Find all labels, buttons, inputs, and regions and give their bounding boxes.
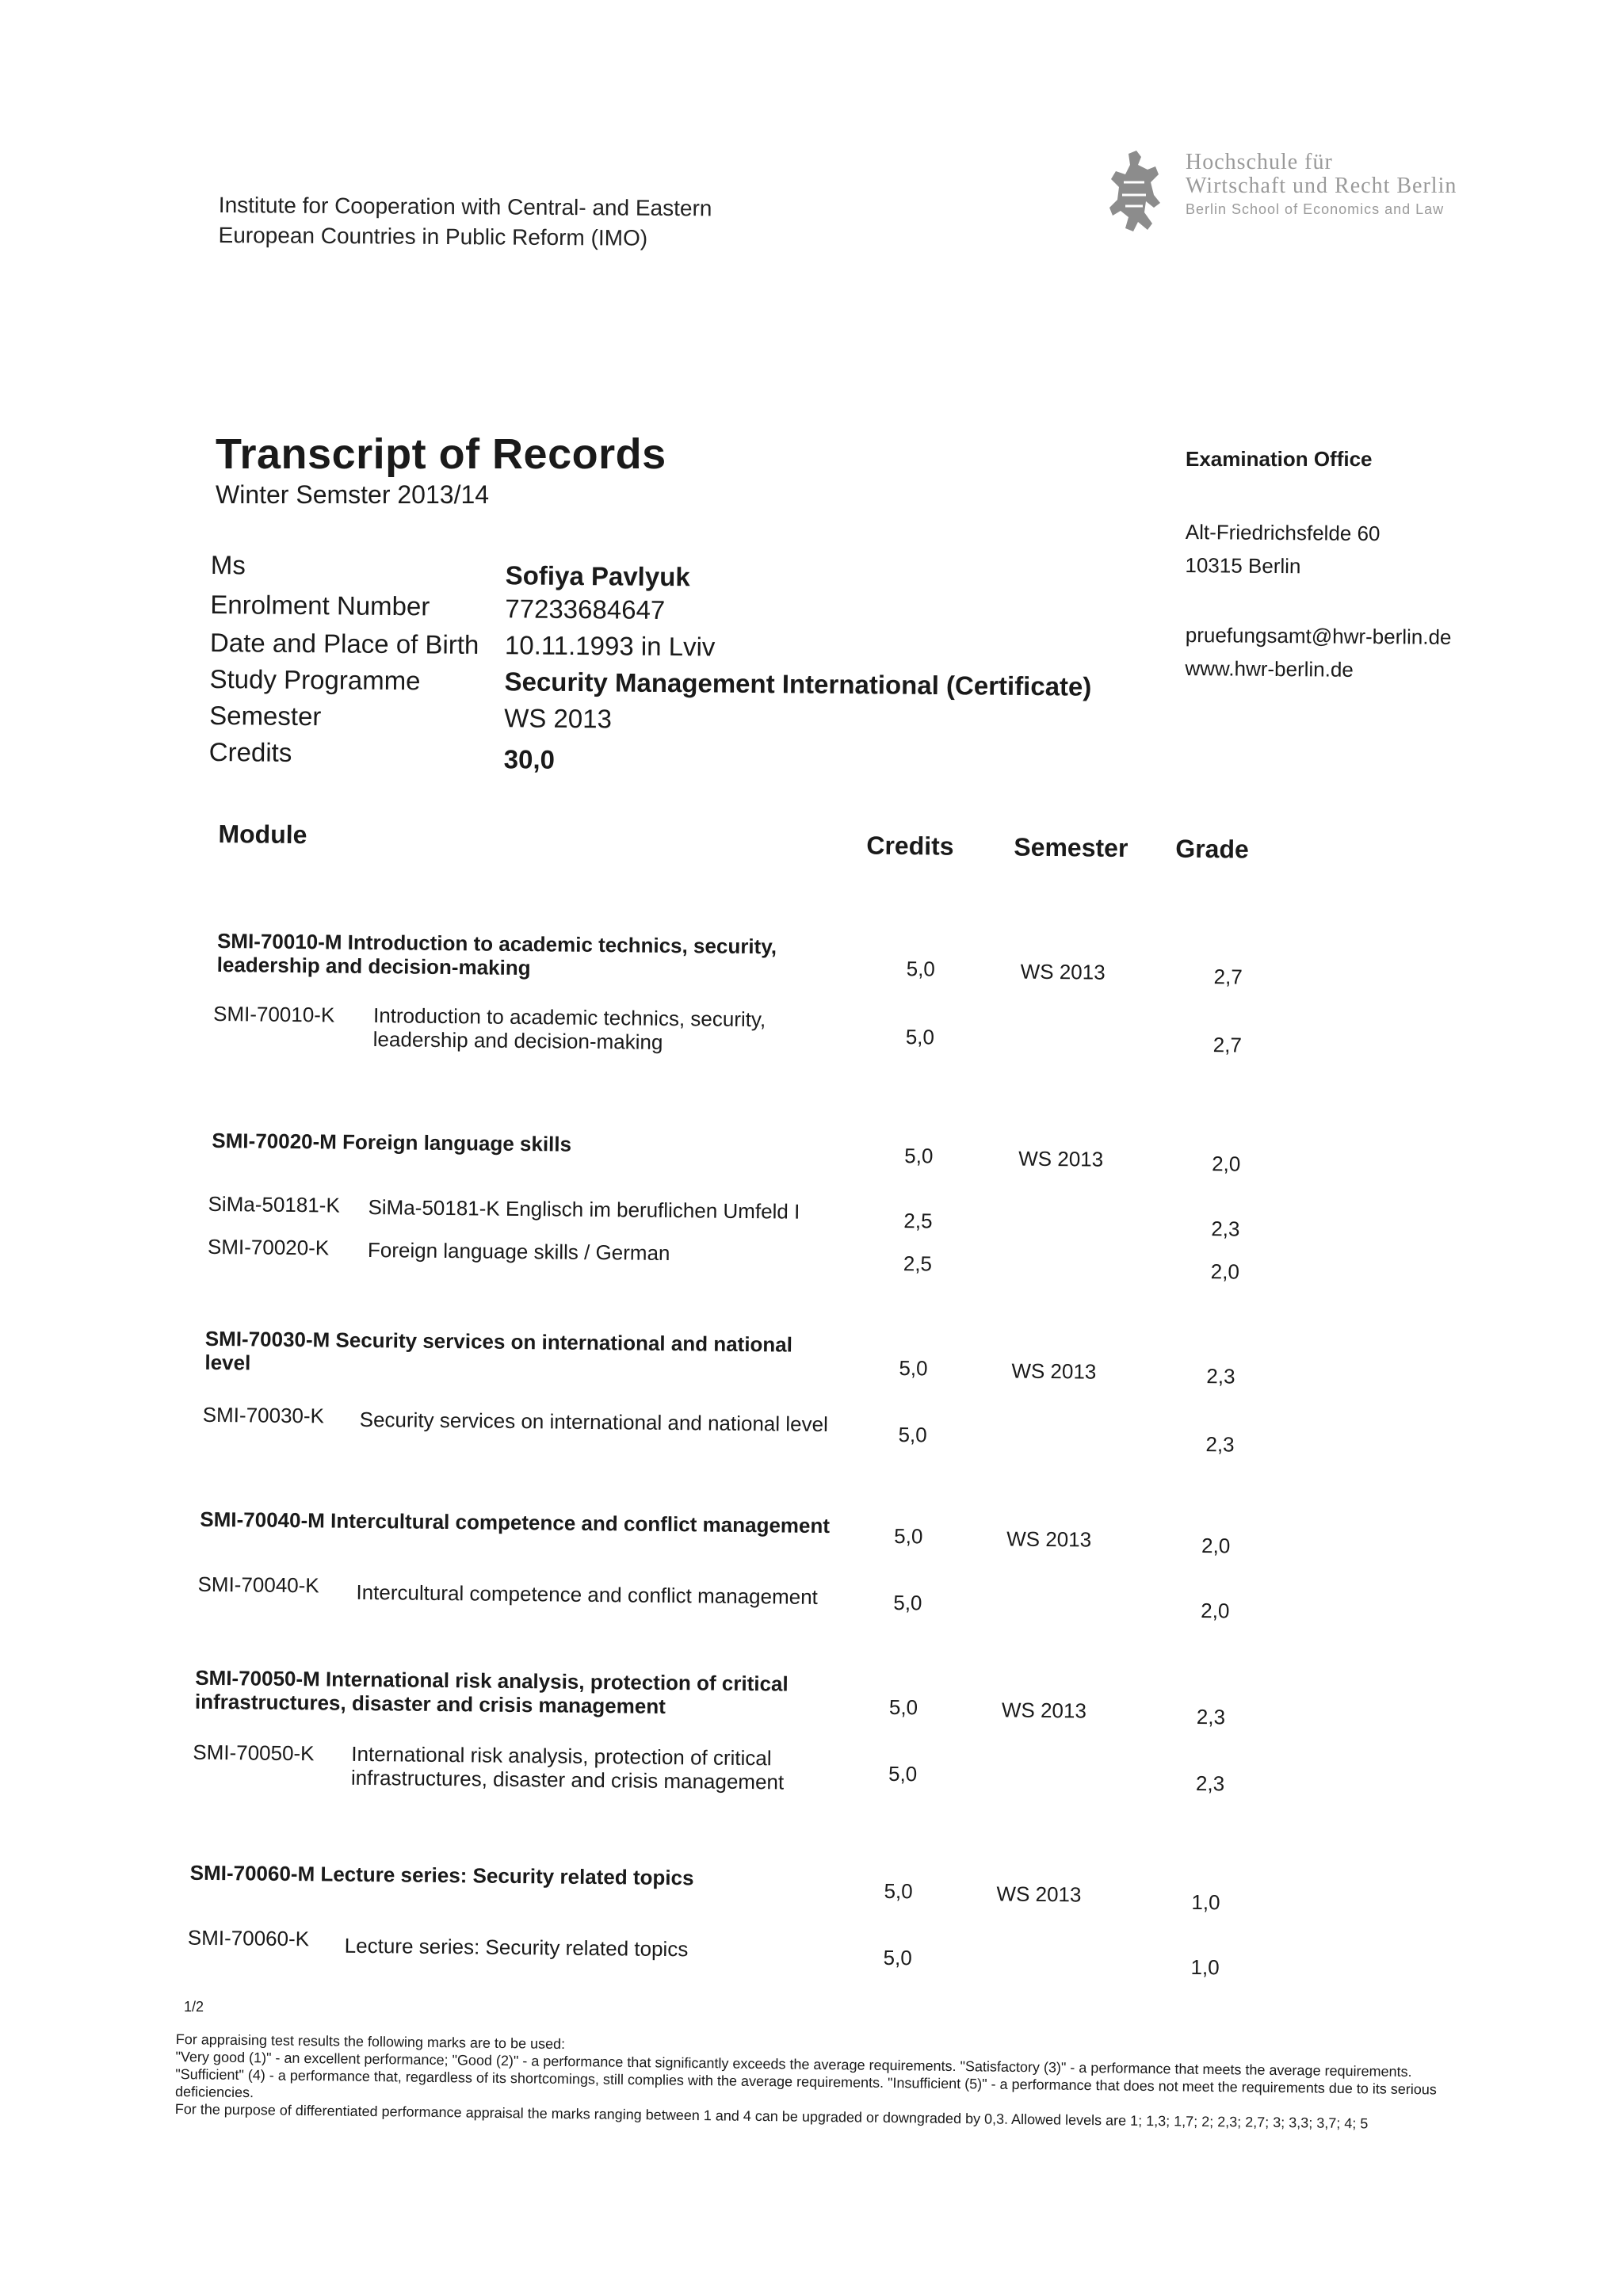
legend-intro: For appraising test results the following marks are to be used:: [175, 2031, 566, 2052]
office-heading: Examination Office: [1186, 447, 1373, 471]
course-title: Security services on international and national level: [359, 1407, 828, 1437]
course-title: Foreign language skills / German: [367, 1238, 670, 1265]
module-title: SMI-70060-M Lecture series: Security related topics: [189, 1860, 694, 1890]
study-programme: Security Management International (Certificate): [504, 667, 1092, 701]
module-title: SMI-70050-M International risk analysis, protection of critical infrastructures, disaster and crisis management: [194, 1665, 789, 1718]
module-semester: WS 2013: [1011, 1358, 1097, 1384]
module-grade: 2,0: [1201, 1534, 1231, 1558]
module-semester: WS 2013: [996, 1881, 1082, 1907]
course-credits: 5,0: [893, 1590, 922, 1615]
course-credits: 5,0: [905, 1025, 935, 1049]
module-semester: WS 2013: [1018, 1146, 1104, 1171]
course-credits: 2,5: [903, 1209, 933, 1233]
logo-line-2: Wirtschaft und Recht Berlin: [1186, 174, 1457, 198]
module-credits: 5,0: [904, 1144, 934, 1168]
module-credits: 5,0: [888, 1694, 918, 1720]
module-grade: 2,0: [1212, 1152, 1241, 1176]
course-credits: 5,0: [898, 1423, 927, 1447]
module-semester: WS 2013: [1006, 1526, 1092, 1552]
total-credits: 30,0: [503, 744, 556, 774]
module-title: SMI-70020-M Foreign language skills: [212, 1128, 572, 1156]
module-semester: WS 2013: [1020, 959, 1106, 984]
module-grade: 2,3: [1196, 1704, 1226, 1729]
module-credits: 5,0: [906, 957, 936, 981]
course-title: SiMa-50181-K Englisch im beruflichen Umfeld I: [368, 1195, 800, 1224]
legend-levels: For the purpose of differentiated performance appraisal the marks ranging between 1 and 4 can be upgraded or downgraded by 0,3. Allowed levels are 1; 1,3; 1,7; 2; 2,3; 2,7; 3; 3,3; 3,7; 4; 5: [174, 2100, 1369, 2132]
info-label: Study Programme: [209, 663, 421, 696]
module-title: SMI-70040-M Intercultural competence and conflict management: [200, 1507, 831, 1538]
course-grade: 2,0: [1210, 1259, 1240, 1284]
course-grade: 2,3: [1205, 1432, 1235, 1457]
info-label: Credits: [208, 736, 292, 767]
semester-value: WS 2013: [504, 703, 613, 734]
header-semester: Semester: [1014, 832, 1128, 863]
student-name: Sofiya Pavlyuk: [505, 560, 690, 592]
office-street: Alt-Friedrichsfelde 60: [1185, 519, 1381, 546]
course-credits: 2,5: [903, 1251, 933, 1276]
module-credits: 5,0: [884, 1878, 913, 1904]
course-code: SMI-70040-K: [197, 1572, 319, 1598]
module-grade: 2,3: [1206, 1364, 1235, 1389]
course-code: SMI-70010-K: [212, 1001, 335, 1027]
module-credits: 5,0: [894, 1523, 923, 1549]
module-grade: 1,0: [1191, 1889, 1220, 1915]
course-code: SMI-70030-K: [202, 1402, 325, 1428]
birth-date-place: 10.11.1993 in Lviv: [504, 630, 716, 662]
course-grade: 1,0: [1190, 1954, 1220, 1980]
office-email: pruefungsamt@hwr-berlin.de: [1185, 622, 1452, 649]
course-grade: 2,7: [1212, 1033, 1243, 1057]
header-module: Module: [218, 819, 307, 850]
document-title: Transcript of Records: [216, 430, 666, 478]
logo-line-1: Hochschule für: [1186, 150, 1333, 174]
course-grade: 2,3: [1195, 1771, 1225, 1796]
institute-line-2: European Countries in Public Reform (IMO): [218, 222, 648, 250]
info-label: Date and Place of Birth: [209, 627, 479, 659]
info-label: Enrolment Number: [210, 589, 430, 621]
info-label: Semester: [209, 700, 322, 732]
module-grade: 2,7: [1213, 965, 1243, 989]
header-credits: Credits: [866, 831, 954, 861]
course-title: International risk analysis, protection of critical infrastructures, disaster and crisis management: [350, 1741, 785, 1794]
course-credits: 5,0: [888, 1761, 918, 1786]
legend-body: "Very good (1)" - an excellent performance; "Good (2)" - a performance that significantly exceeds the average requirements. "Satisfactory (3)" - a performance that meets the average requirements. "Sufficient" (4) - a performance that, regardless of its shortcomings, still complies with the average requirements. "Insufficient (5)" - a performance that does not meet the requirements due to its serious deficiencies.: [174, 2048, 1437, 2101]
page-number: 1/2: [184, 1999, 204, 2015]
module-semester: WS 2013: [1001, 1698, 1087, 1723]
course-title: Lecture series: Security related topics: [344, 1933, 689, 1962]
module-title: SMI-70030-M Security services on international and national level: [204, 1326, 793, 1375]
logo-line-3: Berlin School of Economics and Law: [1186, 201, 1445, 217]
module-credits: 5,0: [899, 1356, 928, 1381]
course-code: SMI-70060-K: [187, 1925, 310, 1951]
module-title: SMI-70010-M Introduction to academic technics, security, leadership and decision-making: [216, 928, 777, 980]
course-code: SiMa-50181-K: [208, 1191, 340, 1217]
course-title: Intercultural competence and conflict management: [356, 1580, 819, 1609]
institute-line-1: Institute for Cooperation with Central- and Eastern: [218, 192, 712, 221]
course-title: Introduction to academic technics, security, leadership and decision-making: [372, 1003, 766, 1054]
grading-legend: [175, 2030, 1444, 2134]
office-city: 10315 Berlin: [1185, 552, 1301, 579]
document-subtitle: Winter Semster 2013/14: [216, 480, 490, 509]
course-code: SMI-70050-K: [193, 1740, 315, 1766]
info-label: Ms: [210, 550, 246, 580]
header-grade: Grade: [1175, 834, 1249, 864]
course-grade: 2,3: [1211, 1217, 1240, 1241]
course-grade: 2,0: [1201, 1599, 1230, 1623]
course-code: SMI-70020-K: [207, 1234, 330, 1260]
course-credits: 5,0: [883, 1945, 912, 1970]
enrolment-number: 77233684647: [505, 594, 666, 625]
office-web: www.hwr-berlin.de: [1185, 655, 1354, 682]
